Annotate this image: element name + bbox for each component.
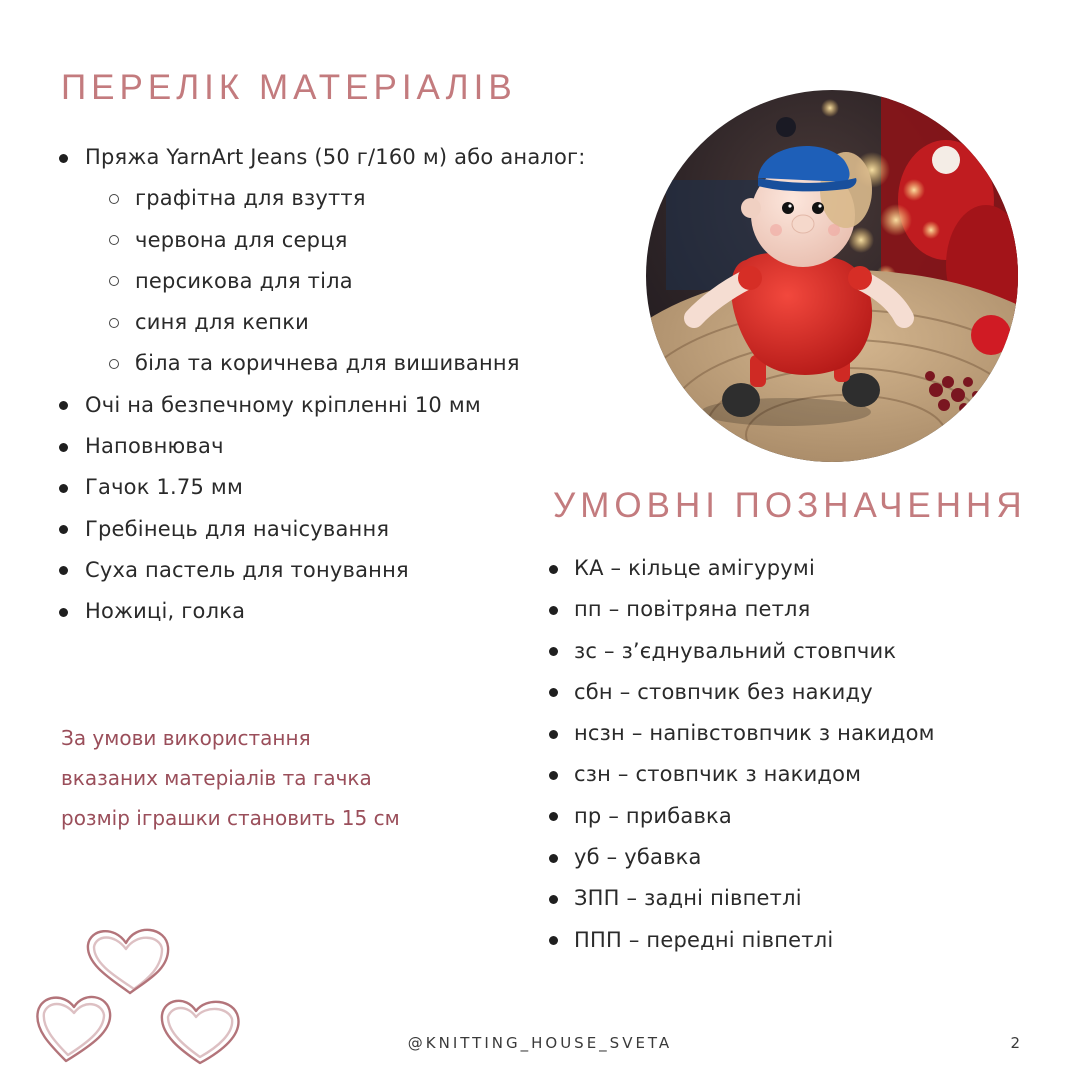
bullet-icon	[549, 688, 558, 697]
list-item-text: біла та коричнева для вишивання	[135, 351, 520, 376]
legend-item	[549, 837, 935, 878]
instagram-handle: @KNITTING_HOUSE_SVETA	[407, 1034, 673, 1052]
materials-list	[59, 137, 586, 633]
materials-heading: ПЕРЕЛІК МАТЕРІАЛІВ	[61, 68, 517, 107]
hollow-bullet-icon	[109, 318, 119, 328]
list-item-text: графітна для взуття	[135, 186, 366, 211]
legend-item-text: пп – повітряна петля	[574, 597, 811, 622]
list-item-text: синя для кепки	[135, 310, 309, 335]
bullet-icon	[549, 606, 558, 615]
list-item-text: Гачок 1.75 мм	[85, 475, 244, 500]
legend-item-text: пр – прибавка	[574, 803, 732, 828]
list-subitem	[59, 220, 586, 261]
bullet-icon	[59, 484, 68, 493]
bullet-icon	[59, 608, 68, 617]
legend-item	[549, 796, 935, 837]
legend-item	[549, 589, 935, 630]
legend-item	[549, 672, 935, 713]
list-item-text: персикова для тіла	[135, 268, 353, 293]
bullet-icon	[549, 565, 558, 574]
list-item-text: Ножиці, голка	[85, 599, 246, 624]
bullet-icon	[549, 895, 558, 904]
list-item	[59, 137, 586, 178]
legend-item	[549, 920, 935, 961]
hollow-bullet-icon	[109, 235, 119, 245]
legend-item-text: ППП – передні півпетлі	[574, 927, 834, 952]
list-subitem	[59, 178, 586, 219]
legend-item-text: сзн – стовпчик з накидом	[574, 762, 862, 787]
bullet-icon	[549, 812, 558, 821]
bullet-icon	[59, 401, 68, 410]
legend-list	[549, 548, 935, 961]
bullet-icon	[59, 525, 68, 534]
list-item-text: червона для серця	[135, 227, 348, 252]
list-subitem	[59, 261, 586, 302]
list-item	[59, 591, 586, 632]
list-item	[59, 467, 586, 508]
bullet-icon	[59, 566, 68, 575]
bullet-icon	[59, 443, 68, 452]
list-item	[59, 550, 586, 591]
legend-item	[549, 548, 935, 589]
list-item-text: Наповнювач	[85, 434, 224, 459]
list-subitem	[59, 302, 586, 343]
list-item	[59, 509, 586, 550]
size-note-line: вказаних матеріалів та гачка	[61, 766, 372, 790]
list-item	[59, 385, 586, 426]
list-item-text: Очі на безпечному кріпленні 10 мм	[85, 392, 481, 417]
hollow-bullet-icon	[109, 194, 119, 204]
bullet-icon	[59, 154, 68, 163]
legend-item	[549, 631, 935, 672]
size-note-line: За умови використання	[61, 726, 311, 750]
bullet-icon	[549, 730, 558, 739]
list-item-text: Гребінець для начісування	[85, 516, 390, 541]
amigurumi-toy-illustration	[646, 90, 1018, 462]
legend-heading: УМОВНІ ПОЗНАЧЕННЯ	[553, 486, 1027, 525]
list-item-text: Суха пастель для тонування	[85, 557, 409, 582]
hollow-bullet-icon	[109, 276, 119, 286]
list-item-text: Пряжа YarnArt Jeans (50 г/160 м) або аналог:	[85, 145, 586, 169]
legend-item-text: ЗПП – задні півпетлі	[574, 886, 802, 911]
legend-item	[549, 878, 935, 919]
legend-item-text: нсзн – напівстовпчик з накидом	[574, 721, 935, 746]
bullet-icon	[549, 936, 558, 945]
size-note	[61, 718, 400, 838]
legend-item	[549, 754, 935, 795]
legend-item-text: уб – убавка	[574, 845, 702, 870]
legend-item-text: КА – кільце амігурумі	[574, 556, 815, 580]
page-number: 2	[1010, 1034, 1020, 1052]
bullet-icon	[549, 771, 558, 780]
bullet-icon	[549, 854, 558, 863]
legend-item	[549, 713, 935, 754]
list-item	[59, 426, 586, 467]
list-subitem	[59, 343, 586, 384]
legend-item-text: сбн – стовпчик без накиду	[574, 679, 873, 704]
legend-item-text: зс – з’єднувальний стовпчик	[574, 638, 897, 663]
toy-photo	[646, 90, 1018, 462]
hollow-bullet-icon	[109, 359, 119, 369]
bullet-icon	[549, 647, 558, 656]
size-note-line: розмір іграшки становить 15 см	[61, 806, 400, 830]
